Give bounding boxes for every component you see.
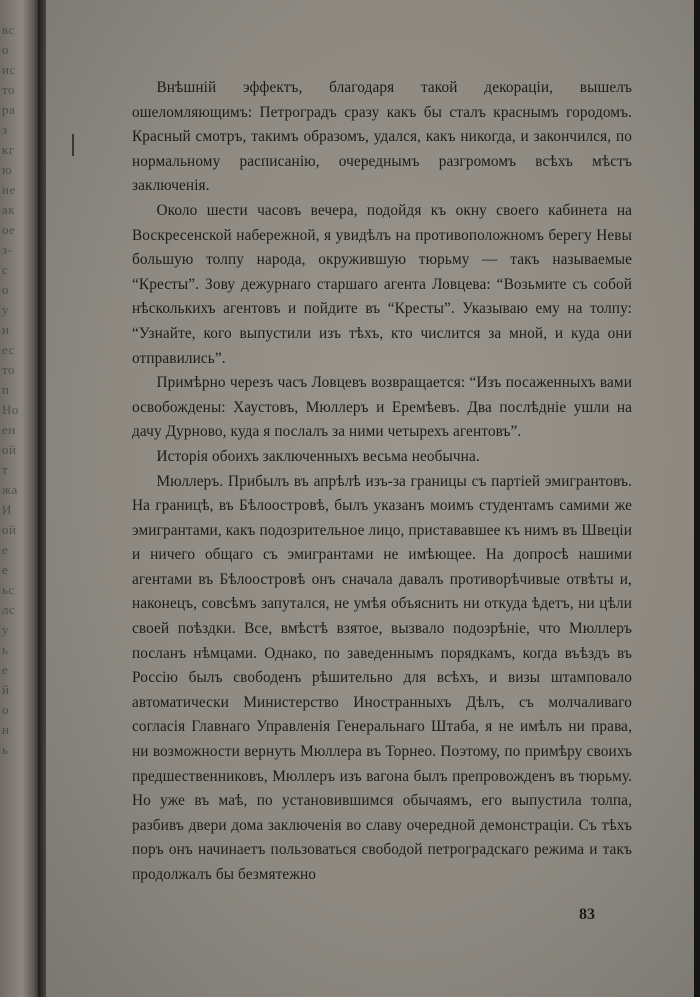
page-body (132, 76, 632, 888)
page-number: 83 (579, 906, 595, 923)
pencil-mark (72, 134, 78, 156)
paragraph: Около шести часовъ вечера, подойдя къ окну своего кабинета на Воскресенской набережной, я увидѣлъ на противоположномъ берегу Невы большую толпу народа, окружившую тюрьму — такъ называемые “Кресты”. Зову дежурнаго старшаго агента Ловцева: “Возьмите съ собой нѣсколькихъ агентовъ и пойдите въ “Кресты”. Указываю ему на толпу: “Узнайте, кого выпустили изъ тѣхъ, кто числится за мной, и куда они отправились”. (132, 201, 632, 367)
background-edge (694, 0, 700, 997)
book-page (46, 0, 694, 997)
paragraph: Мюллеръ. Прибылъ въ апрѣлѣ изъ-за границы съ партіей эмигрантовъ. На границѣ, въ Бѣлоостровѣ, былъ указанъ моимъ студентамъ самими же эмигрантами, какъ подозрительное лицо, пристававшее къ нимъ въ Швеціи и ничего общаго съ эмигрантами не имѣющее. На допросѣ нашими агентами въ Бѣлоостровѣ онъ сначала давалъ противорѣчивые отвѣты и, наконецъ, совсѣмъ запутался, не умѣя объяснить ни откуда ѣдетъ, ни цѣли своей поѣздки. Все, вмѣстѣ взятое, вызвало подозрѣніе, что Мюллеръ посланъ нѣмцами. Однако, по заведеннымъ порядкамъ, когда въѣздъ въ Россію былъ свободенъ рѣшительно для всѣхъ, и визы штамповало автоматически Министерство Иностранныхъ Дѣлъ, съ молчаливаго согласія Главнаго Управленія Генеральнаго Штаба, я не имѣлъ ни права, ни возможности вернуть Мюллера въ Торнео. Поэтому, по примѣру своихъ предшественниковъ, Мюллеръ изъ вагона былъ препровожденъ въ тюрьму. Но уже въ маѣ, по установившимся обычаямъ, его выпустила толпа, разбивъ двери дома заключенія во славу очередной демонстраціи. Съ тѣхъ поръ онъ начинаетъ пользоваться свободой петроградскаго режима и такъ продолжалъ бы безмятежно (132, 472, 632, 883)
paragraph: Внѣшній эффектъ, благодаря такой декораціи, вышелъ ошеломляющимъ: Петроградъ сразу какъ бы сталъ краснымъ городомъ. Красный смотръ, такимъ образомъ, удался, какъ никогда, и закончился, по нормальному расписанію, очереднымъ разгромомъ всѣхъ мѣстъ заключенія. (132, 79, 632, 195)
previous-page-edge (0, 0, 40, 997)
paragraph: Примѣрно черезъ часъ Ловцевъ возвращается: “Изъ посаженныхъ вами освобождены: Хаустовъ, Мюллеръ и Еремѣевъ. Два послѣдніе ушли на дачу Дурново, куда я послалъ за ними четырехъ агентовъ”. (132, 374, 632, 441)
paragraph: Исторія обоихъ заключенныхъ весьма необычна. (156, 447, 480, 465)
previous-page-text-fragment: вс о ис то ра з кг ю не ак ое з- с о у и ес то п Но ен ой т жа И ой е е ьс лс у ь е й о н ь (2, 22, 19, 757)
